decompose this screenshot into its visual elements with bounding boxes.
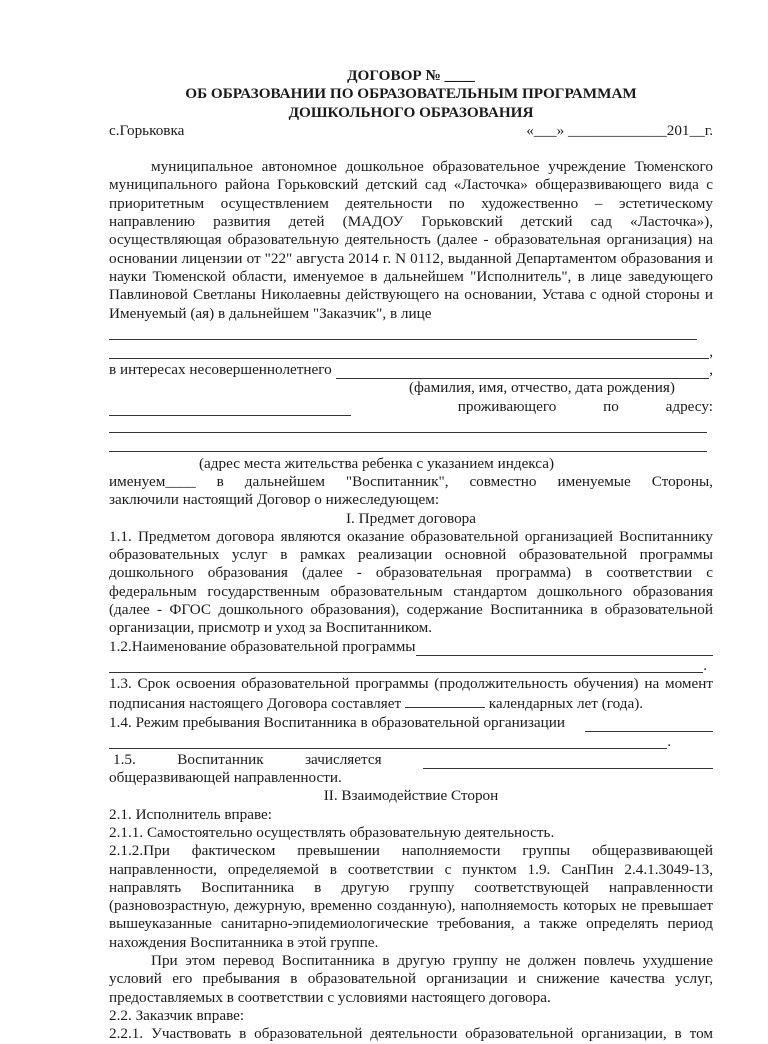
contract-place: с.Горьковка — [109, 121, 185, 139]
minor-hint: (фамилия, имя, отчество, дата рождения) — [409, 379, 675, 397]
comma: , — [709, 361, 713, 379]
named-word: именуемые — [557, 472, 631, 490]
duration-field[interactable] — [405, 693, 485, 708]
clause-1-5-row — [109, 751, 713, 769]
minor-label: в интересах несовершеннолетнего — [109, 361, 332, 379]
contract-title-number: ДОГОВОР № ____ — [347, 67, 475, 84]
customer-name-field[interactable] — [109, 342, 709, 359]
clause-1-3-tail: календарных лет (года). — [488, 695, 644, 713]
clause-2-2: 2.2. Заказчик вправе: — [109, 1006, 245, 1024]
clause-1-4-row — [109, 714, 713, 732]
group-field[interactable] — [423, 754, 713, 769]
named-word: совместно — [469, 472, 537, 490]
clause-2-1-1: 2.1.1. Самостоятельно осуществлять образовательную деятельность. — [109, 823, 555, 841]
clause-1-1: 1.1. Предметом договора являются оказание образовательной организацией Воспитаннику образовательных услуг в рамках реализации основной образовательной программы дошкольного образования (далее - образовательная программа) в соответствии с федеральным государственным образовательным стандартом дошкольного образования (далее - ФГОС дошкольного образования), содержание Воспитанника в образовательной организации, присмотр и уход за Воспитанником. — [109, 527, 713, 637]
program-name-field[interactable] — [416, 641, 713, 656]
clause-1-2-row — [109, 638, 713, 656]
clause-2-1: 2.1. Исполнитель вправе: — [109, 805, 272, 823]
period: . — [667, 732, 671, 750]
minor-birth-field[interactable] — [109, 401, 351, 416]
named-word: "Воспитанник", — [345, 472, 449, 490]
clause-1-5-word: Воспитанник — [177, 750, 264, 768]
clause-1-5-tail: общеразвивающей направленности. — [109, 769, 342, 787]
clause-1-2-row-2 — [109, 656, 707, 675]
minor-row — [109, 361, 713, 379]
section-1-heading: I. Предмет договора — [345, 509, 477, 527]
clause-1-2: 1.2.Наименование образовательной программы — [109, 637, 416, 655]
place-date-row — [109, 122, 713, 140]
contract-date: «___» _____________201__г. — [526, 121, 713, 139]
comma: , — [709, 342, 713, 360]
clause-1-4-row-2 — [109, 732, 671, 751]
living-word-1: проживающего — [457, 397, 557, 415]
clause-2-1-2-note: При этом перевод Воспитанника в другую группу не должен повлечь ухудшение условий его пребывания в образовательной организации и снижение качества услуг, предоставляемых в соответствии с условиями настоящего договора. — [109, 952, 713, 1006]
section-2-heading: II. Взаимодействие Сторон — [323, 787, 499, 805]
living-row — [109, 398, 713, 416]
living-word-3: адресу: — [665, 397, 713, 415]
clause-1-5-word: зачисляется — [305, 750, 382, 768]
clause-1-4: 1.4. Режим пребывания Воспитанника в образовательной организации — [109, 713, 565, 731]
clause-2-2-1: 2.2.1. Участвовать в образовательной деятельности образовательной организации, в том — [109, 1025, 713, 1043]
clause-1-3 — [109, 675, 713, 714]
contract-title-subject: ОБ ОБРАЗОВАНИИ ПО ОБРАЗОВАТЕЛЬНЫМ ПРОГРАММАМ — [185, 85, 637, 103]
customer-name-line-2 — [109, 342, 713, 361]
named-word: дальнейшем — [244, 472, 325, 490]
named-row — [109, 473, 713, 491]
period: . — [703, 656, 707, 674]
concluded-text: заключили настоящий Договор о нижеследующем: — [109, 491, 440, 509]
address-hint: (адрес места жительства ребенка с указанием индекса) — [199, 454, 555, 472]
clause-2-1-2: 2.1.2.При фактическом превышении наполняемости группы общеразвивающей направленности, определяемой в соответствии с пунктом 1.9. СанПин 2.4.1.3049-13, направлять Воспитанника в другую группу соответствующей направленности (разновозрастную, дежурную, временно созданную), наполняемость которых не превышает вышеуказанные санитарно-эпидемиологические требования, а также определять период нахождения Воспитанника в этой группе. — [109, 842, 713, 951]
stay-mode-field[interactable] — [585, 717, 713, 732]
program-name-field-2[interactable] — [109, 656, 703, 673]
address-field-2[interactable] — [109, 435, 707, 452]
named-word: Стороны, — [651, 472, 713, 490]
contract-document — [109, 67, 713, 1044]
address-field-1[interactable] — [109, 416, 707, 433]
minor-name-field[interactable] — [336, 364, 709, 379]
preamble-paragraph: муниципальное автономное дошкольное образовательное учреждение Тюменского муниципального района Горьковский детский сад «Ласточка» общеразвивающего вида с приоритетным осуществлением деятельности по художественно – эстетическому направлению развития детей (МАДОУ Горьковский детский сад «Ласточка»), осуществляющая образовательную деятельность (далее - образовательная организация) на основании лицензии от "22" августа 2014 г. N 0112, выданной Департаментом образования и науки Тюменской области, именуемое в дальнейшем "Исполнитель", в лице заведующего Павлиновой Светланы Николаевны действующего на основании, Устава с одной стороны и Именуемый (ая) в дальнейшем "Заказчик", в лице — [109, 158, 713, 322]
living-word-2: по — [603, 397, 619, 415]
contract-title-level: ДОШКОЛЬНОГО ОБРАЗОВАНИЯ — [288, 103, 534, 121]
clause-1-3-text: 1.3. Срок освоения образовательной программы (продолжительность обучения) на момент подписания настоящего Договора составляет — [109, 674, 713, 713]
customer-name-line[interactable] — [109, 323, 697, 340]
clause-1-5-num: 1.5. — [113, 750, 136, 768]
named-word: именуем____ — [109, 472, 196, 490]
named-word: в — [216, 472, 224, 490]
stay-mode-field-2[interactable] — [109, 732, 667, 749]
